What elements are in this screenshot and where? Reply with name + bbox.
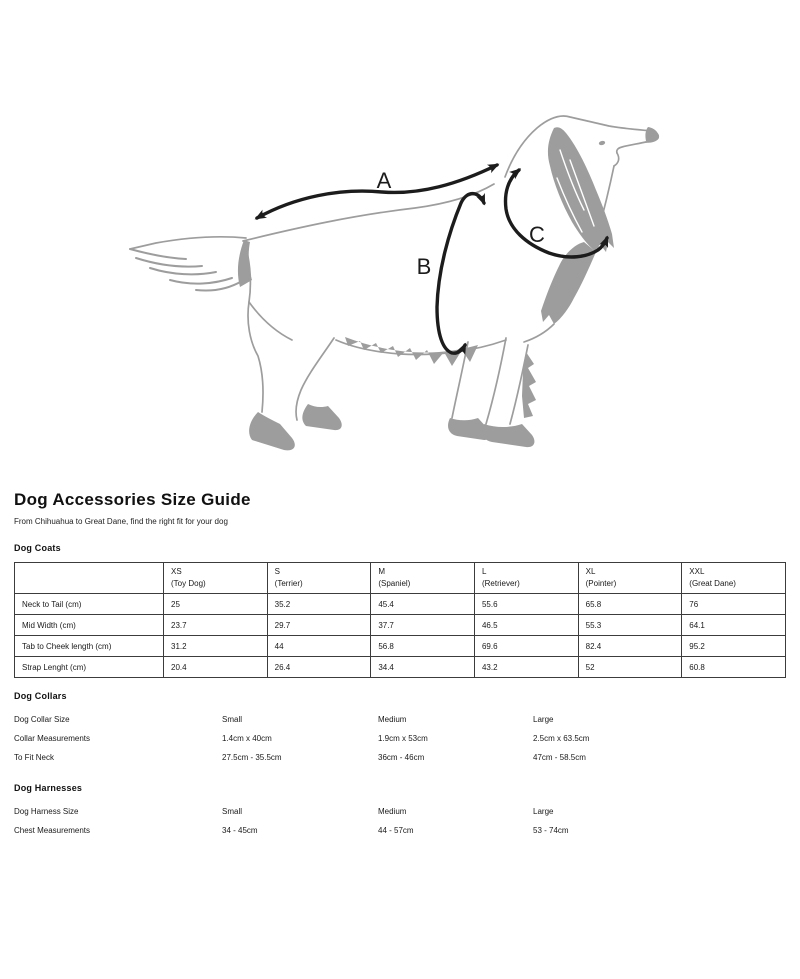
coat-table-row bbox=[15, 594, 786, 615]
measurement-arrows bbox=[257, 165, 607, 353]
coat-value-cell: 46.5 bbox=[474, 615, 578, 636]
coat-row-label: Tab to Cheek length (cm) bbox=[15, 636, 164, 657]
coats-empty-header-cell bbox=[15, 563, 164, 594]
harness-row bbox=[14, 826, 786, 845]
collar-row-label: To Fit Neck bbox=[14, 753, 55, 762]
dog-coats-table bbox=[14, 562, 786, 678]
coat-table-row bbox=[15, 657, 786, 678]
coat-value-cell: 45.4 bbox=[371, 594, 475, 615]
coat-row-label: Neck to Tail (cm) bbox=[15, 594, 164, 615]
coat-value-cell: 44 bbox=[267, 636, 371, 657]
collar-value: 36cm - 46cm bbox=[378, 753, 425, 762]
coat-column-header: XXL (Great Dane) bbox=[682, 563, 786, 594]
size-guide-content bbox=[0, 490, 800, 845]
collar-row bbox=[14, 715, 786, 734]
coat-value-cell: 20.4 bbox=[164, 657, 268, 678]
coat-value-cell: 29.7 bbox=[267, 615, 371, 636]
collar-row-label: Dog Collar Size bbox=[14, 715, 70, 724]
label-measurement-c: C bbox=[529, 222, 545, 247]
collar-row-label: Collar Measurements bbox=[14, 734, 91, 743]
harness-value: 53 - 74cm bbox=[533, 826, 569, 835]
collar-value: 47cm - 58.5cm bbox=[533, 753, 586, 762]
harness-value: Small bbox=[222, 807, 243, 816]
page-subtitle: From Chihuahua to Great Dane, find the right fit for your dog bbox=[14, 517, 228, 526]
harness-value: Large bbox=[533, 807, 554, 816]
coat-value-cell: 37.7 bbox=[371, 615, 475, 636]
coat-row-label: Strap Lenght (cm) bbox=[15, 657, 164, 678]
coat-value-cell: 34.4 bbox=[371, 657, 475, 678]
coat-column-header: XL (Pointer) bbox=[578, 563, 682, 594]
harness-value: 44 - 57cm bbox=[378, 826, 414, 835]
harness-value: Medium bbox=[378, 807, 407, 816]
label-measurement-a: A bbox=[376, 168, 392, 193]
coat-value-cell: 26.4 bbox=[267, 657, 371, 678]
collar-value: Small bbox=[222, 715, 243, 724]
coat-table-row bbox=[15, 636, 786, 657]
dog-harnesses-rows bbox=[14, 807, 786, 845]
coat-value-cell: 23.7 bbox=[164, 615, 268, 636]
collar-value: 1.9cm x 53cm bbox=[378, 734, 428, 743]
collar-row bbox=[14, 734, 786, 753]
coat-value-cell: 35.2 bbox=[267, 594, 371, 615]
coat-column-header: M (Spaniel) bbox=[371, 563, 475, 594]
coat-value-cell: 52 bbox=[578, 657, 682, 678]
coats-header-row bbox=[15, 563, 786, 594]
collar-value: 2.5cm x 63.5cm bbox=[533, 734, 590, 743]
page-title: Dog Accessories Size Guide bbox=[14, 490, 251, 509]
coat-value-cell: 25 bbox=[164, 594, 268, 615]
coat-value-cell: 31.2 bbox=[164, 636, 268, 657]
section-heading-dog-harnesses: Dog Harnesses bbox=[14, 783, 83, 793]
section-heading-dog-collars: Dog Collars bbox=[14, 691, 67, 701]
coat-value-cell: 55.3 bbox=[578, 615, 682, 636]
coat-value-cell: 55.6 bbox=[474, 594, 578, 615]
harness-value: 34 - 45cm bbox=[222, 826, 258, 835]
coat-value-cell: 64.1 bbox=[682, 615, 786, 636]
coat-value-cell: 76 bbox=[682, 594, 786, 615]
harness-row-label: Dog Harness Size bbox=[14, 807, 79, 816]
section-heading-dog-coats: Dog Coats bbox=[14, 543, 61, 553]
collar-value: 27.5cm - 35.5cm bbox=[222, 753, 282, 762]
collar-value: Medium bbox=[378, 715, 407, 724]
coat-value-cell: 65.8 bbox=[578, 594, 682, 615]
coat-column-header: S (Terrier) bbox=[267, 563, 371, 594]
dog-size-diagram bbox=[0, 0, 800, 482]
coat-value-cell: 60.8 bbox=[682, 657, 786, 678]
harness-row-label: Chest Measurements bbox=[14, 826, 91, 835]
coat-table-row bbox=[15, 615, 786, 636]
coat-value-cell: 56.8 bbox=[371, 636, 475, 657]
coat-column-header: L (Retriever) bbox=[474, 563, 578, 594]
dog-fluff bbox=[238, 127, 658, 450]
arrow-b bbox=[437, 194, 484, 354]
label-measurement-b: B bbox=[416, 254, 432, 279]
dog-collars-rows bbox=[14, 715, 786, 772]
collar-value: Large bbox=[533, 715, 554, 724]
coat-column-header: XS (Toy Dog) bbox=[164, 563, 268, 594]
coat-row-label: Mid Width (cm) bbox=[15, 615, 164, 636]
coat-value-cell: 82.4 bbox=[578, 636, 682, 657]
collar-value: 1.4cm x 40cm bbox=[222, 734, 272, 743]
harness-row bbox=[14, 807, 786, 826]
coat-value-cell: 69.6 bbox=[474, 636, 578, 657]
coat-value-cell: 43.2 bbox=[474, 657, 578, 678]
collar-row bbox=[14, 753, 786, 772]
coat-value-cell: 95.2 bbox=[682, 636, 786, 657]
